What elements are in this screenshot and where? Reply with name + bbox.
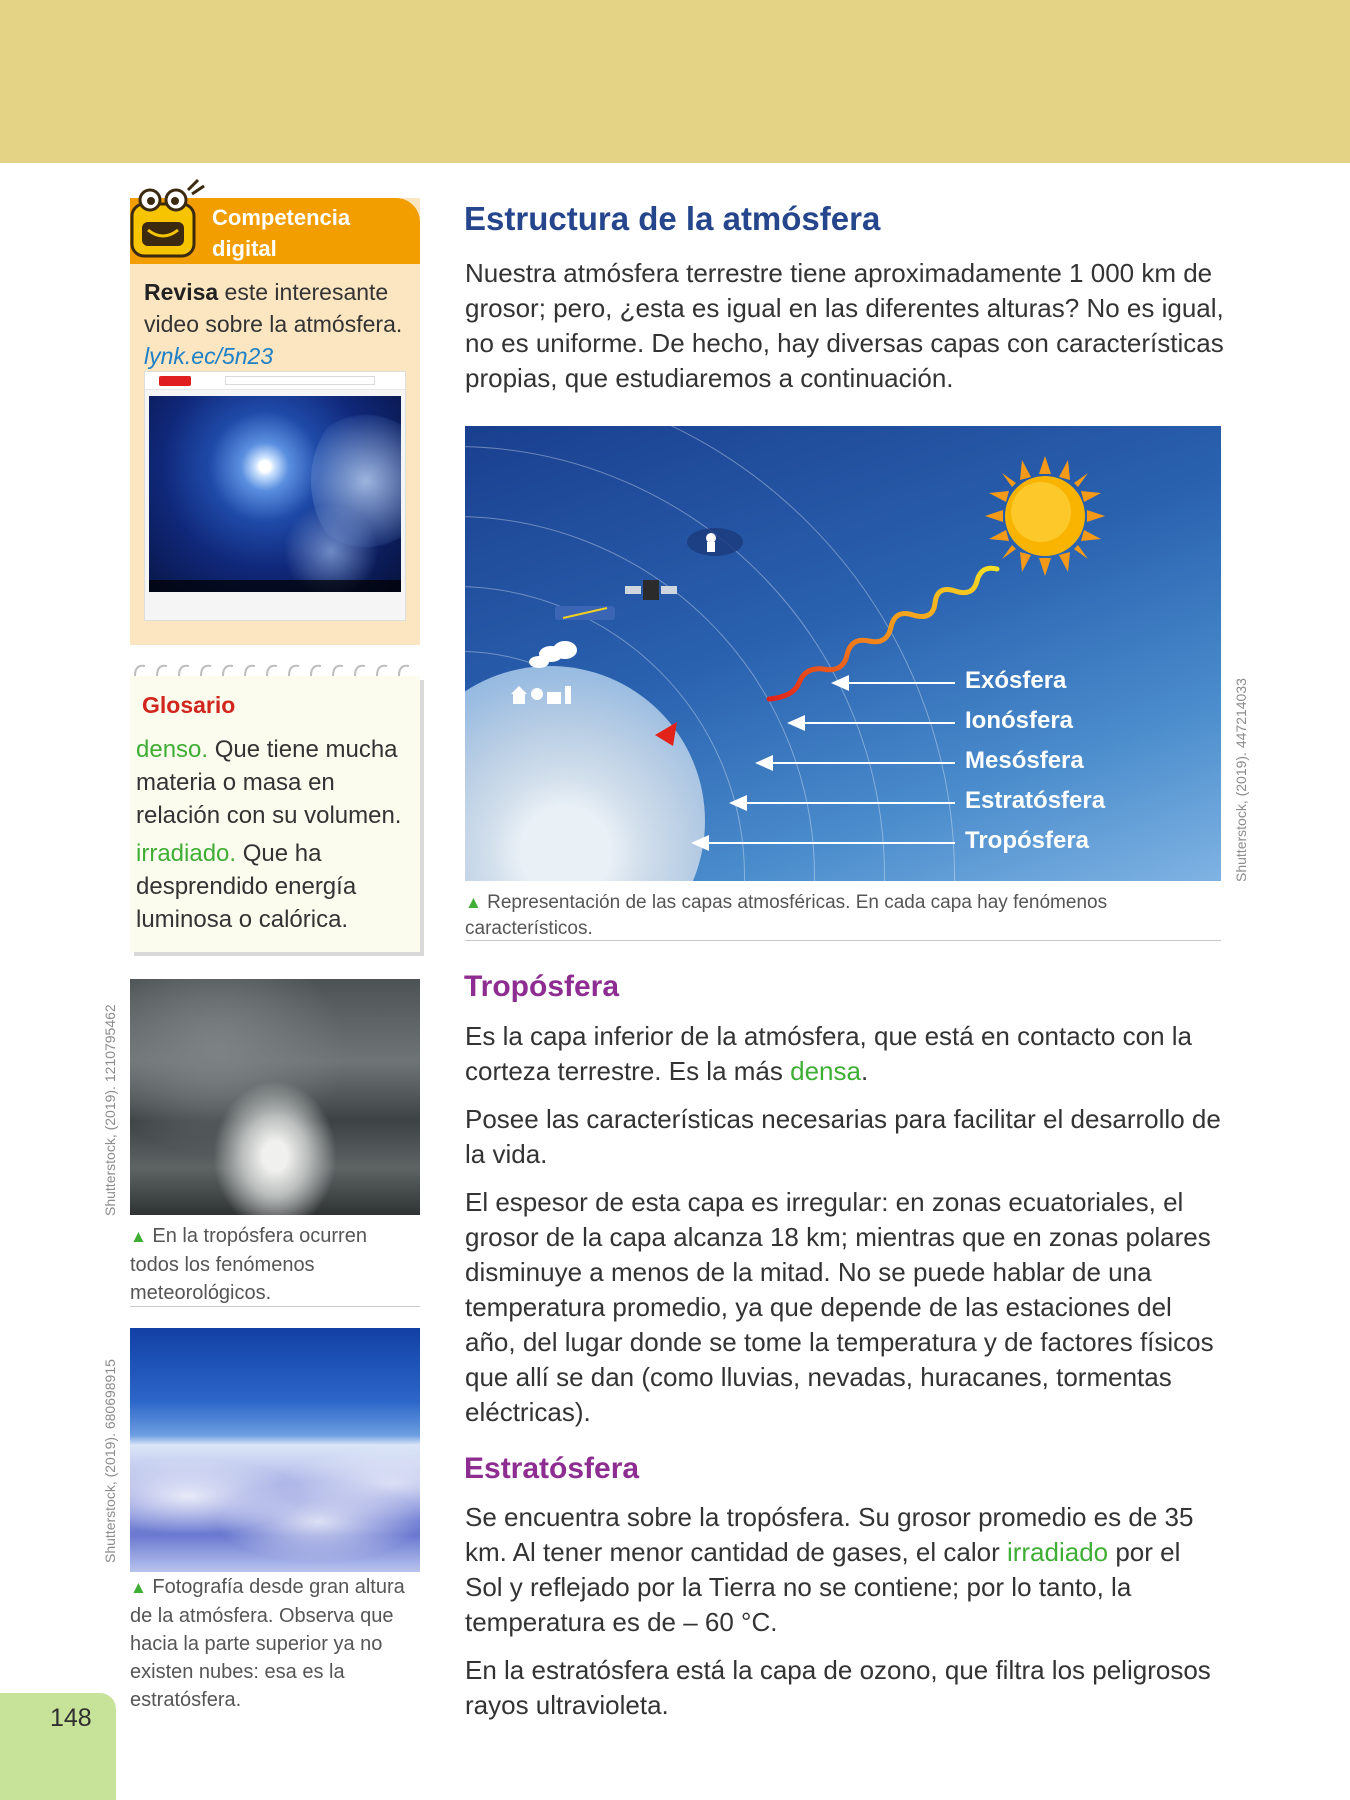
estratosfera-paragraph: En la estratósfera está la capa de ozono, que filtra los peligrosos rayos ultravioleta. [465,1655,1211,1720]
video-screen[interactable] [149,396,401,592]
layer-label-mesosfera: Mesósfera [965,747,1084,774]
intro-paragraph: Nuestra atmósfera terrestre tiene aproximadamente 1 000 km de grosor; pero, ¿esta es igual en las diferentes alturas? No es igual, no es uniforme. De hecho, hay diversas capas con características propias, que estudiaremos a continuación. [465,258,1224,393]
sky-photo-caption: ▲ Fotografía desde gran altura de la atmósfera. Observa que hacia la parte superior ya no existen nubes: esa es la estratósfera. [130,1576,405,1711]
sky-photo-credit: Shutterstock, (2019). 680698915 [102,1359,118,1563]
troposfera-paragraph: El espesor de esta capa es irregular: en zonas ecuatoriales, el grosor de la capa alcanza 18 km; mientras que en zonas polares disminuye a menos de la mitad. No se puede hablar de una temperatura promedio, ya que depende de las estaciones del año, del lugar donde se tome la temperatura y de factores físicos que allí se dan (como lluvias, nevadas, huracanes, tormentas eléctricas). [465,1187,1214,1427]
triangle-icon: ▲ [465,893,482,912]
video-search-box [225,376,375,385]
divider [465,940,1221,941]
layer-label-troposfera: Tropósfera [965,827,1090,854]
glosario-card [130,676,420,952]
storm-photo-credit: Shutterstock, (2019). 1210795462 [102,1004,118,1216]
video-toolbar [145,372,405,390]
troposfera-body [465,1019,1225,1443]
glosario-title: Glosario [142,692,236,718]
triangle-icon: ▲ [130,1227,147,1246]
high-altitude-sky-photo [130,1328,420,1572]
atmosphere-layers-diagram [465,426,1221,881]
estratosfera-body [465,1500,1225,1736]
video-thumbnail[interactable] [144,371,406,621]
glosario-entries [136,733,416,941]
diagram-credit: Shutterstock, (2019). 447214033 [1233,678,1249,882]
layer-label-ionosfera: Ionósfera [965,707,1074,734]
video-controls[interactable] [149,580,401,592]
glosario-entry: irradiado. Que ha desprendido energía luminosa o calórica. [136,840,357,933]
town-icon [507,680,577,706]
page-number: 148 [50,1704,92,1732]
glosario-entry: denso. Que tiene mucha materia o masa en relación con su volumen. [136,736,402,829]
video-link[interactable]: lynk.ec/5n23 [144,343,274,369]
robot-icon [118,178,210,264]
satellite-icon [625,576,677,606]
storm-clouds-photo [130,979,420,1215]
youtube-logo-icon [159,376,191,386]
estratosfera-paragraph: Se encuentra sobre la tropósfera. Su grosor promedio es de 35 km. Al tener menor cantidad de gases, el calor irradiado por el Sol y reflejado por la Tierra no se contiene; por lo tanto, la temperatura es de – 60 °C. [465,1502,1194,1637]
divider [130,1306,420,1307]
diagram-caption: ▲ Representación de las capas atmosféricas. En cada capa hay fenómenos característicos. [465,892,1108,939]
storm-photo-caption: ▲ En la tropósfera ocurren todos los fenómenos meteorológicos. [130,1225,367,1304]
page-title: Estructura de la atmósfera [464,200,881,237]
astronaut-icon [685,522,745,562]
competencia-title: Competencia digital [212,205,351,261]
troposfera-paragraph: Es la capa inferior de la atmósfera, que está en contacto con la corteza terrestre. Es la más densa. [465,1021,1192,1086]
estratosfera-title: Estratósfera [464,1452,640,1485]
layer-label-estratosfera: Estratósfera [965,787,1106,814]
clouds-icon [525,636,595,672]
triangle-icon: ▲ [130,1578,147,1597]
header-band [0,0,1350,163]
troposfera-title: Tropósfera [464,970,620,1003]
airplane-icon [555,602,615,624]
layer-label-exosfera: Exósfera [965,667,1067,694]
troposfera-paragraph: Posee las características necesarias para facilitar el desarrollo de la vida. [465,1104,1221,1169]
competencia-digital-card [130,198,420,645]
competencia-text: Revisa este interesante video sobre la atmósfera. lynk.ec/5n23 [144,279,403,369]
